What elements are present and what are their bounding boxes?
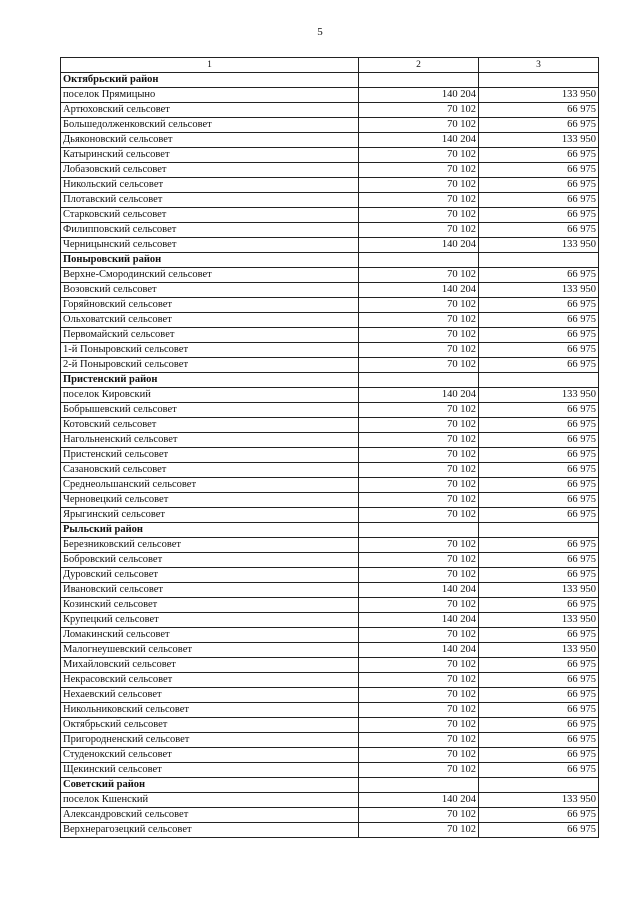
value-column-3: 66 975 (479, 718, 599, 733)
settlement-name: Ольховатский сельсовет (61, 313, 359, 328)
value-column-2: 70 102 (359, 193, 479, 208)
value-column-2: 70 102 (359, 703, 479, 718)
settlement-name: 2-й Поныровский сельсовет (61, 358, 359, 373)
settlement-name: Бобрышевский сельсовет (61, 403, 359, 418)
settlement-name: Пристенский сельсовет (61, 448, 359, 463)
value-column-3: 66 975 (479, 553, 599, 568)
value-column-3: 66 975 (479, 688, 599, 703)
value-column-2: 70 102 (359, 553, 479, 568)
value-column-2: 140 204 (359, 793, 479, 808)
district-header-row (61, 73, 599, 88)
settlement-name: поселок Прямицыно (61, 88, 359, 103)
value-column-3: 66 975 (479, 418, 599, 433)
value-column-2: 70 102 (359, 598, 479, 613)
empty-cell (359, 523, 479, 538)
value-column-2: 70 102 (359, 208, 479, 223)
value-column-2: 70 102 (359, 403, 479, 418)
district-header-row (61, 778, 599, 793)
value-column-3: 66 975 (479, 208, 599, 223)
table-row (61, 283, 599, 298)
value-column-2: 70 102 (359, 358, 479, 373)
value-column-2: 70 102 (359, 268, 479, 283)
settlement-name: Нехаевский сельсовет (61, 688, 359, 703)
table-row (61, 313, 599, 328)
table-row (61, 493, 599, 508)
value-column-3: 66 975 (479, 448, 599, 463)
settlement-name: Котовский сельсовет (61, 418, 359, 433)
empty-cell (479, 778, 599, 793)
settlement-name: Верхне-Смородинский сельсовет (61, 268, 359, 283)
value-column-2: 70 102 (359, 508, 479, 523)
value-column-2: 140 204 (359, 88, 479, 103)
settlement-name: Нагольненский сельсовет (61, 433, 359, 448)
district-header-row (61, 523, 599, 538)
value-column-3: 66 975 (479, 673, 599, 688)
value-column-3: 66 975 (479, 478, 599, 493)
table-row (61, 403, 599, 418)
value-column-2: 70 102 (359, 163, 479, 178)
empty-cell (479, 373, 599, 388)
district-name: Пристенский район (61, 373, 359, 388)
settlement-name: Бобровский сельсовет (61, 553, 359, 568)
value-column-3: 133 950 (479, 238, 599, 253)
value-column-2: 140 204 (359, 643, 479, 658)
table-row (61, 238, 599, 253)
settlement-name: Березниковский сельсовет (61, 538, 359, 553)
settlement-name: Студенокский сельсовет (61, 748, 359, 763)
value-column-3: 66 975 (479, 538, 599, 553)
value-column-2: 70 102 (359, 808, 479, 823)
table-row (61, 658, 599, 673)
value-column-3: 66 975 (479, 328, 599, 343)
value-column-2: 70 102 (359, 148, 479, 163)
settlement-name: Ивановский сельсовет (61, 583, 359, 598)
table-row (61, 163, 599, 178)
district-header-row (61, 373, 599, 388)
value-column-3: 66 975 (479, 748, 599, 763)
value-column-2: 70 102 (359, 478, 479, 493)
value-column-3: 66 975 (479, 703, 599, 718)
value-column-2: 140 204 (359, 583, 479, 598)
empty-cell (359, 253, 479, 268)
settlement-name: Первомайский сельсовет (61, 328, 359, 343)
value-column-2: 70 102 (359, 823, 479, 838)
value-column-2: 70 102 (359, 103, 479, 118)
empty-cell (479, 253, 599, 268)
value-column-3: 66 975 (479, 223, 599, 238)
value-column-3: 66 975 (479, 763, 599, 778)
settlement-name: Михайловский сельсовет (61, 658, 359, 673)
value-column-3: 66 975 (479, 118, 599, 133)
value-column-2: 70 102 (359, 463, 479, 478)
table-row (61, 808, 599, 823)
value-column-2: 70 102 (359, 118, 479, 133)
settlement-name: поселок Кировский (61, 388, 359, 403)
settlement-name: Некрасовский сельсовет (61, 673, 359, 688)
column-header-3: 3 (479, 58, 599, 73)
table-row (61, 583, 599, 598)
settlement-name: Никольниковский сельсовет (61, 703, 359, 718)
value-column-3: 66 975 (479, 628, 599, 643)
settlement-name: Филипповский сельсовет (61, 223, 359, 238)
value-column-2: 70 102 (359, 313, 479, 328)
settlement-name: Верхнерагозецкий сельсовет (61, 823, 359, 838)
value-column-2: 70 102 (359, 328, 479, 343)
value-column-2: 70 102 (359, 433, 479, 448)
table-row (61, 688, 599, 703)
empty-cell (359, 373, 479, 388)
table-row (61, 643, 599, 658)
value-column-2: 70 102 (359, 223, 479, 238)
page-number: 5 (317, 26, 323, 38)
district-name: Советский район (61, 778, 359, 793)
table-row (61, 718, 599, 733)
settlement-name: Крупецкий сельсовет (61, 613, 359, 628)
table-row (61, 358, 599, 373)
value-column-3: 66 975 (479, 433, 599, 448)
table-row (61, 148, 599, 163)
value-column-2: 140 204 (359, 238, 479, 253)
empty-cell (359, 778, 479, 793)
value-column-2: 70 102 (359, 763, 479, 778)
value-column-3: 66 975 (479, 298, 599, 313)
table-row (61, 748, 599, 763)
settlement-name: Лобазовский сельсовет (61, 163, 359, 178)
table-row (61, 673, 599, 688)
table-row (61, 298, 599, 313)
empty-cell (359, 73, 479, 88)
settlement-name: Малогнеушевский сельсовет (61, 643, 359, 658)
allocation-table (60, 57, 599, 838)
table-row (61, 598, 599, 613)
value-column-3: 66 975 (479, 193, 599, 208)
table-row (61, 823, 599, 838)
value-column-3: 133 950 (479, 283, 599, 298)
table-row (61, 628, 599, 643)
value-column-3: 66 975 (479, 268, 599, 283)
settlement-name: Артюховский сельсовет (61, 103, 359, 118)
table-row (61, 193, 599, 208)
value-column-2: 70 102 (359, 343, 479, 358)
table-row (61, 88, 599, 103)
value-column-2: 140 204 (359, 388, 479, 403)
settlement-name: Дуровский сельсовет (61, 568, 359, 583)
value-column-3: 66 975 (479, 178, 599, 193)
value-column-3: 66 975 (479, 403, 599, 418)
table-row (61, 448, 599, 463)
value-column-2: 70 102 (359, 688, 479, 703)
value-column-3: 133 950 (479, 793, 599, 808)
settlement-name: Плотавский сельсовет (61, 193, 359, 208)
table-row (61, 553, 599, 568)
column-header-1: 1 (61, 58, 359, 73)
value-column-2: 70 102 (359, 748, 479, 763)
table-row (61, 733, 599, 748)
value-column-2: 70 102 (359, 538, 479, 553)
value-column-2: 70 102 (359, 568, 479, 583)
settlement-name: Александровский сельсовет (61, 808, 359, 823)
value-column-3: 66 975 (479, 148, 599, 163)
value-column-3: 66 975 (479, 103, 599, 118)
value-column-3: 133 950 (479, 388, 599, 403)
value-column-2: 70 102 (359, 298, 479, 313)
settlement-name: Горяйновский сельсовет (61, 298, 359, 313)
settlement-name: Дьяконовский сельсовет (61, 133, 359, 148)
settlement-name: Сазановский сельсовет (61, 463, 359, 478)
table-row (61, 208, 599, 223)
settlement-name: Черновецкий сельсовет (61, 493, 359, 508)
value-column-3: 66 975 (479, 658, 599, 673)
empty-cell (479, 73, 599, 88)
value-column-3: 66 975 (479, 463, 599, 478)
table-row (61, 478, 599, 493)
table-row (61, 103, 599, 118)
value-column-2: 70 102 (359, 493, 479, 508)
empty-cell (479, 523, 599, 538)
table-row (61, 328, 599, 343)
table-row (61, 268, 599, 283)
settlement-name: Большедолженковский сельсовет (61, 118, 359, 133)
value-column-3: 66 975 (479, 808, 599, 823)
table-row (61, 223, 599, 238)
settlement-name: Пригородненский сельсовет (61, 733, 359, 748)
table-row (61, 538, 599, 553)
value-column-3: 66 975 (479, 493, 599, 508)
district-name: Поныровский район (61, 253, 359, 268)
settlement-name: Октябрьский сельсовет (61, 718, 359, 733)
value-column-3: 133 950 (479, 613, 599, 628)
value-column-2: 70 102 (359, 178, 479, 193)
value-column-2: 70 102 (359, 658, 479, 673)
settlement-name: Никольский сельсовет (61, 178, 359, 193)
value-column-3: 66 975 (479, 598, 599, 613)
value-column-3: 66 975 (479, 343, 599, 358)
value-column-3: 133 950 (479, 88, 599, 103)
value-column-2: 70 102 (359, 628, 479, 643)
table-row (61, 433, 599, 448)
value-column-3: 133 950 (479, 133, 599, 148)
settlement-name: Ярыгинский сельсовет (61, 508, 359, 523)
settlement-name: Черницынский сельсовет (61, 238, 359, 253)
settlement-name: поселок Кшенский (61, 793, 359, 808)
table-header-row (61, 58, 599, 73)
value-column-3: 66 975 (479, 568, 599, 583)
value-column-2: 70 102 (359, 418, 479, 433)
settlement-name: 1-й Поныровский сельсовет (61, 343, 359, 358)
settlement-name: Щекинский сельсовет (61, 763, 359, 778)
value-column-3: 66 975 (479, 508, 599, 523)
value-column-2: 140 204 (359, 133, 479, 148)
value-column-2: 70 102 (359, 733, 479, 748)
value-column-3: 66 975 (479, 163, 599, 178)
table-body (61, 58, 599, 838)
table-row (61, 418, 599, 433)
table-row (61, 463, 599, 478)
table-row (61, 133, 599, 148)
value-column-3: 133 950 (479, 583, 599, 598)
value-column-3: 133 950 (479, 643, 599, 658)
table-row (61, 343, 599, 358)
table-row (61, 613, 599, 628)
value-column-2: 70 102 (359, 673, 479, 688)
table-row (61, 178, 599, 193)
table-row (61, 508, 599, 523)
settlement-name: Возовский сельсовет (61, 283, 359, 298)
value-column-2: 70 102 (359, 718, 479, 733)
table-row (61, 388, 599, 403)
settlement-name: Козинский сельсовет (61, 598, 359, 613)
district-name: Рыльский район (61, 523, 359, 538)
district-header-row (61, 253, 599, 268)
value-column-2: 140 204 (359, 613, 479, 628)
value-column-3: 66 975 (479, 358, 599, 373)
settlement-name: Ломакинский сельсовет (61, 628, 359, 643)
value-column-3: 66 975 (479, 733, 599, 748)
value-column-2: 140 204 (359, 283, 479, 298)
table-row (61, 763, 599, 778)
table-row (61, 118, 599, 133)
table-row (61, 568, 599, 583)
settlement-name: Среднеольшанский сельсовет (61, 478, 359, 493)
table-row (61, 703, 599, 718)
value-column-3: 66 975 (479, 313, 599, 328)
settlement-name: Катыринский сельсовет (61, 148, 359, 163)
value-column-3: 66 975 (479, 823, 599, 838)
settlement-name: Старковский сельсовет (61, 208, 359, 223)
value-column-2: 70 102 (359, 448, 479, 463)
column-header-2: 2 (359, 58, 479, 73)
district-name: Октябрьский район (61, 73, 359, 88)
table-row (61, 793, 599, 808)
